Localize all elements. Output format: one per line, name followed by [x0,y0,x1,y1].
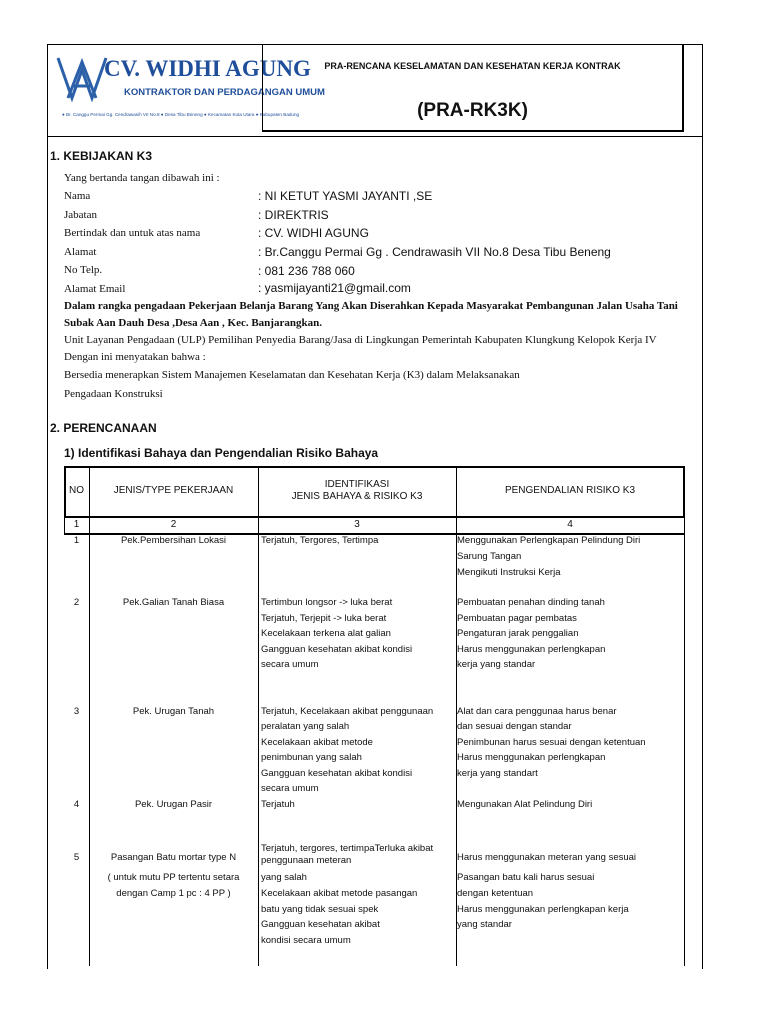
row2-bahaya-3: Kecelakaan terkena alat galian [261,628,391,639]
row3-bahaya-2: peralatan yang salah [261,721,350,732]
row1-bahaya: Terjatuh, Tergores, Tertimpa [261,535,379,546]
risk-table [64,466,685,966]
row2-kendali-2: Pembuatan pagar pembatas [457,613,577,624]
row2-bahaya-1: Tertimbun longsor -> luka berat [261,597,393,608]
row1-kendali-1: Menggunakan Perlengkapan Pelindung Diri [457,535,641,546]
th-pengendalian: PENGENDALIAN RISIKO K3 [504,485,636,496]
row3-kendali-5: kerja yang standart [457,768,538,779]
row3-bahaya-6: secara umum [261,783,319,794]
field-label-bertindak: Bertindak dan untuk atas nama [64,227,201,239]
row5-bahaya-5: batu yang tidak sesuai spek [261,904,379,915]
statement-line-1: Dalam rangka pengadaan Pekerjaan Belanja Barang Yang Akan Diserahkan Kepada Masyarakat Pembangunan Jalan Usaha Tani [64,300,678,312]
row3-bahaya-5: Gangguan kesehatan akibat kondisi [261,768,413,779]
row5-jenis-1: Pasangan Batu mortar type N [110,852,237,863]
field-label-email: Alamat Email [64,283,126,295]
th-identifikasi: IDENTIFIKASI [324,479,390,490]
field-value-alamat: : Br.Canggu Permai Gg . Cendrawasih VII No.8 Desa Tibu Beneng [258,245,611,259]
row1-no: 1 [73,535,80,546]
row3-bahaya-4: penimbunan yang salah [261,752,362,763]
field-value-telp: : 081 236 788 060 [258,264,355,278]
row5-kendali-1: Harus menggunakan meteran yang sesuai [457,852,637,863]
header-separator [47,136,703,137]
row2-bahaya-2: Terjatuh, Terjepit -> luka berat [261,613,387,624]
document-header [262,44,684,132]
row2-bahaya-5: secara umum [261,659,319,670]
row5-kendali-3: dengan ketentuan [457,888,534,899]
row2-kendali-1: Pembuatan penahan dinding tanah [457,597,605,608]
row1-kendali-2: Sarung Tangan [457,551,522,562]
field-value-jabatan: : DIREKTRIS [258,208,329,222]
row5-kendali-4: Harus menggunakan perlengkapan kerja [457,904,629,915]
row2-no: 2 [73,597,80,608]
th-jenis: JENIS/TYPE PEKERJAAN [113,485,234,496]
field-label-jabatan: Jabatan [64,209,97,221]
row4-no: 4 [73,799,80,810]
row5-bahaya-7: kondisi secara umum [261,935,351,946]
field-label-telp: No Telp. [64,264,103,276]
field-value-nama: : NI KETUT YASMI JAYANTI ,SE [258,189,433,203]
row5-bahaya-1: Terjatuh, tergores, tertimpaTerluka akibat [261,843,434,854]
statement-line-4: Dengan ini menyatakan bahwa : [64,351,206,363]
col-number-3: 3 [354,519,360,530]
row4-jenis: Pek. Urugan Pasir [134,799,213,810]
field-value-email: : yasmijayanti21@gmail.com [258,281,411,295]
document-code: (PRA-RK3K) [417,100,528,121]
row1-jenis: Pek.Pembersihan Lokasi [120,535,227,546]
field-value-bertindak: : CV. WIDHI AGUNG [258,226,369,240]
row3-kendali-1: Alat dan cara penggunaa harus benar [457,706,617,717]
field-label-nama: Nama [64,190,91,202]
company-name: CV. WIDHI AGUNG [104,56,311,81]
row2-jenis: Pek.Galian Tanah Biasa [122,597,225,608]
row2-bahaya-4: Gangguan kesehatan akibat kondisi [261,644,413,655]
section1-heading: 1. KEBIJAKAN K3 [50,149,153,163]
row3-bahaya-1: Terjatuh, Kecelakaan akibat penggunaan [261,706,434,717]
row3-kendali-4: Harus menggunakan perlengkapan [457,752,606,763]
document-title: PRA-RENCANA KESELAMATAN DAN KESEHATAN KERJA KONTRAK [324,61,621,71]
frame-left [47,44,48,969]
company-subtitle: KONTRAKTOR DAN PERDAGANGAN UMUM [124,87,325,98]
row3-no: 3 [73,706,80,717]
row1-kendali-3: Mengikuti Instruksi Kerja [457,567,561,578]
section2-heading: 2. PERENCANAAN [50,421,157,435]
col-number-1: 1 [73,519,80,530]
company-logo-graphic [54,48,325,128]
statement-line-3: Unit Layanan Pengadaan (ULP) Pemilihan Penyedia Barang/Jasa di Lingkungan Pemerintah Kabupaten Klungkung Kelopok Kerja IV [64,334,657,346]
th-no: NO [69,485,84,496]
field-label-alamat: Alamat [64,246,97,258]
row5-kendali-5: yang standar [457,919,512,930]
col-divider-4 [684,466,685,966]
row5-bahaya-2: penggunaan meteran [261,855,352,866]
col-number-4: 4 [567,519,573,530]
frame-right [702,44,703,969]
row5-bahaya-4: Kecelakaan akibat metode pasangan [261,888,418,899]
row5-bahaya-3: yang salah [261,872,307,883]
th-jenis-bahaya: JENIS BAHAYA & RISIKO K3 [291,491,423,502]
row5-jenis-3: dengan Camp 1 pc : 4 PP ) [116,888,231,899]
row2-kendali-3: Pengaturan jarak penggalian [457,628,579,639]
statement-line-5: Bersedia menerapkan Sistem Manajemen Keselamatan dan Kesehatan Kerja (K3) dalam Melaksanakan [64,369,520,381]
row3-kendali-2: dan sesuai dengan standar [457,721,572,732]
col-divider-2 [258,466,259,966]
intro-text: Yang bertanda tangan dibawah ini : [64,172,220,184]
company-logo [54,48,325,128]
row5-bahaya-6: Gangguan kesehatan akibat [261,919,380,930]
row2-kendali-5: kerja yang standar [457,659,536,670]
row5-no: 5 [73,852,80,863]
row2-kendali-4: Harus menggunakan perlengkapan [457,644,606,655]
row3-kendali-3: Penimbunan harus sesuai dengan ketentuan [457,737,646,748]
section2-subheading: 1) Identifikasi Bahaya dan Pengendalian Risiko Bahaya [64,446,379,460]
row4-kendali: Mengunakan Alat Pelindung Diri [457,799,593,810]
row3-jenis: Pek. Urugan Tanah [132,706,215,717]
row3-bahaya-3: Kecelakaan akibat metode [261,737,373,748]
row5-jenis-2: ( untuk mutu PP tertentu setara [107,872,240,883]
col-number-2: 2 [170,519,177,530]
row5-kendali-2: Pasangan batu kali harus sesuai [457,872,595,883]
row4-bahaya: Terjatuh [261,799,295,810]
company-address: ● Br. Canggu Permai Gg. Cendrawasih VII No.8 ● Desa Tibu Beneng ● Kecamatan Kuta Utara ● Kabupaten Badung [62,112,300,117]
statement-line-2: Subak Aan Dauh Desa ,Desa Aan , Kec. Banjarangkan. [64,317,322,329]
statement-line-6: Pengadaan Konstruksi [64,388,163,400]
